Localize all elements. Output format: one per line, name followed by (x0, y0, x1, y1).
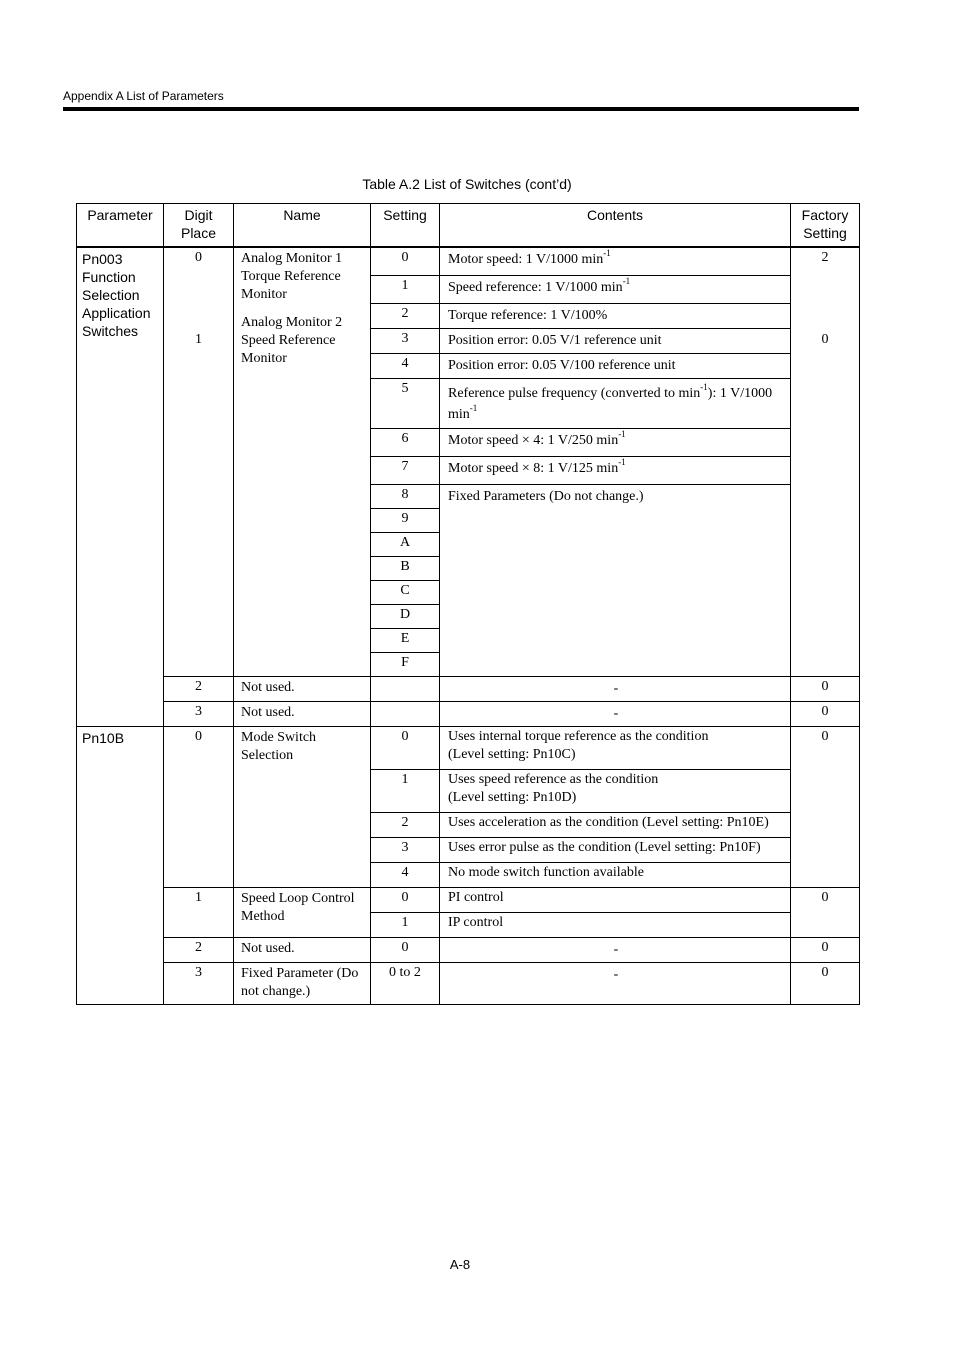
setting-cell: 4 (371, 353, 440, 378)
pn10b-parameter-cell: Pn10B (77, 726, 164, 1004)
digit-cell: 3 (164, 962, 234, 1004)
contents-cell (440, 726, 791, 769)
contents-cell: Motor speed × 8: 1 V/125 $\min^{-1}$ (440, 456, 791, 484)
contents-cell: Torque reference: 1 V/100% (440, 303, 791, 328)
header-row (77, 204, 860, 248)
table-row (77, 937, 860, 962)
name-line: Fixed Parameter (Do (241, 965, 359, 981)
pn003-digit0-name-line: Torque Reference (241, 269, 341, 284)
setting-cell (371, 676, 440, 701)
name-line: Method (241, 908, 285, 924)
digit-cell: 2 (164, 676, 234, 701)
contents-line: Uses internal torque reference as the condition (448, 728, 709, 744)
name-line: Speed Loop Control (241, 890, 355, 906)
setting-cell: 0 (371, 247, 440, 275)
switches-table (76, 203, 860, 1005)
factory-cell: 0 (791, 676, 860, 701)
pn003-digit0: 0 (195, 250, 202, 265)
col-digit-line1: Digit (184, 207, 213, 223)
setting-cell: 2 (371, 303, 440, 328)
col-setting: Setting (371, 204, 440, 248)
pn003-digit-0-1-cell (164, 247, 234, 676)
pn003-digit1-name-line: Speed Reference (241, 333, 336, 348)
contents-cell: PI control (440, 887, 791, 912)
setting-cell: 8 (371, 484, 440, 508)
table-title: Table A.2 List of Switches (cont’d) (362, 176, 572, 192)
running-header: Appendix A List of Parameters (63, 89, 224, 103)
setting-cell: D (371, 604, 440, 628)
contents-cell: Uses error pulse as the condition (Level setting: Pn10F) (440, 837, 791, 862)
contents-cell: - (440, 937, 791, 962)
contents-line: Uses speed reference as the condition (448, 771, 659, 787)
digit-cell: 0 (164, 726, 234, 887)
name-cell: Not used. (234, 701, 371, 726)
setting-cell: 0 (371, 937, 440, 962)
contents-cell: Uses acceleration as the condition (Level setting: Pn10E) (440, 812, 791, 837)
setting-cell: 0 (371, 726, 440, 769)
setting-cell: 3 (371, 837, 440, 862)
name-cell (234, 726, 371, 887)
name-cell: Not used. (234, 937, 371, 962)
factory-cell: 0 (791, 937, 860, 962)
factory-cell: 0 (791, 962, 860, 1004)
setting-cell: E (371, 628, 440, 652)
digit-cell: 1 (164, 887, 234, 937)
pn003-parameter-cell (77, 247, 164, 726)
page-number: A-8 (449, 1257, 471, 1272)
col-factory-line2: Setting (803, 225, 847, 241)
pn003-digit1: 1 (195, 332, 202, 347)
contents-cell (440, 769, 791, 812)
pn003-name-0-1-cell (234, 247, 371, 676)
name-line: Selection (241, 747, 294, 763)
pn003-digit0-name-line: Monitor (241, 287, 287, 302)
factory-cell: 0 (791, 701, 860, 726)
setting-cell: 1 (371, 769, 440, 812)
table-row (77, 726, 860, 769)
contents-cell: Reference pulse frequency (converted to $\min^{-1}$): 1 V/1000 $\min^{-1}$ (440, 378, 791, 428)
setting-cell: 2 (371, 812, 440, 837)
table-row (77, 962, 860, 1004)
name-line: not change.) (241, 983, 311, 999)
fixed-contents-cell: Fixed Parameters (Do not change.) (440, 484, 791, 676)
contents-cell: Position error: 0.05 V/100 reference unit (440, 353, 791, 378)
setting-cell (371, 701, 440, 726)
name-cell: Not used. (234, 676, 371, 701)
col-parameter: Parameter (77, 204, 164, 248)
col-digit-line2: Place (180, 225, 217, 241)
setting-cell: B (371, 556, 440, 580)
factory-cell: 0 (791, 887, 860, 937)
table-row (77, 247, 860, 275)
name-cell (234, 887, 371, 937)
contents-cell: - (440, 701, 791, 726)
factory-cell: 0 (791, 726, 860, 887)
contents-cell: - (440, 962, 791, 1004)
pn003-desc-line: Application (82, 305, 151, 321)
setting-cell: 3 (371, 328, 440, 353)
contents-cell: Position error: 0.05 V/1 reference unit (440, 328, 791, 353)
pn003-digit1-name-line: Analog Monitor 2 (241, 315, 343, 330)
col-digit-place (164, 204, 234, 248)
table-row (77, 701, 860, 726)
contents-cell: No mode switch function available (440, 862, 791, 887)
table-row (77, 676, 860, 701)
contents-cell: IP control (440, 912, 791, 937)
contents-cell: Motor speed × 4: 1 V/250 $\min^{-1}$ (440, 428, 791, 456)
digit-cell: 3 (164, 701, 234, 726)
setting-cell: 9 (371, 508, 440, 532)
setting-cell: 7 (371, 456, 440, 484)
col-factory-line1: Factory (801, 207, 849, 223)
setting-cell: 6 (371, 428, 440, 456)
pn003-digit0-name-line: Analog Monitor 1 (241, 251, 343, 266)
pn003-factory-0-1-cell (791, 247, 860, 676)
pn003-digit1-name-line: Monitor (241, 351, 287, 366)
setting-cell: A (371, 532, 440, 556)
setting-cell: 0 (371, 887, 440, 912)
table-row (77, 887, 860, 912)
contents-cell: Speed reference: 1 V/1000 $\min^{-1}$ (440, 275, 791, 303)
setting-cell: 1 (371, 275, 440, 303)
contents-line: (Level setting: Pn10C) (448, 746, 576, 762)
name-cell (234, 962, 371, 1004)
pn003-code: Pn003 (82, 251, 123, 267)
pn003-digit0-factory: 2 (821, 250, 829, 265)
digit-cell: 2 (164, 937, 234, 962)
pn003-desc-line: Switches (82, 323, 139, 339)
setting-cell: 4 (371, 862, 440, 887)
contents-cell: - (440, 676, 791, 701)
pn003-digit1-factory: 0 (821, 332, 829, 347)
pn003-desc-line: Selection (82, 287, 140, 303)
contents-line: (Level setting: Pn10D) (448, 789, 577, 805)
setting-cell: C (371, 580, 440, 604)
setting-cell: F (371, 652, 440, 676)
col-contents: Contents (440, 204, 791, 248)
contents-cell: Motor speed: 1 V/1000 $\min^{-1}$ (440, 247, 791, 275)
header-rule (63, 107, 859, 111)
setting-cell: 0 to 2 (371, 962, 440, 1004)
pn003-desc-line: Function (82, 269, 136, 285)
name-line: Mode Switch (241, 729, 317, 745)
col-factory-setting (791, 204, 860, 248)
setting-cell: 1 (371, 912, 440, 937)
col-name: Name (234, 204, 371, 248)
setting-cell: 5 (371, 378, 440, 428)
